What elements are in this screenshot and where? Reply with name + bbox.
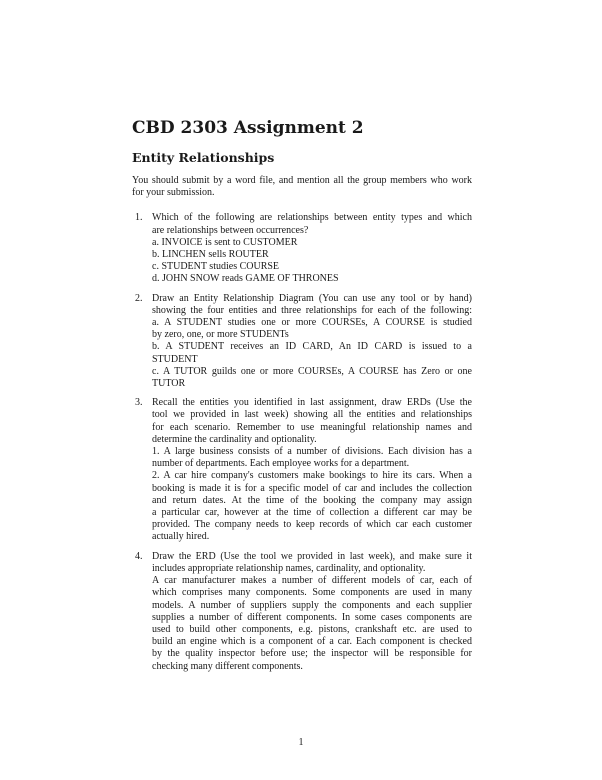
question-line: and return dates. At the time of the booking the company may assign <box>152 494 472 506</box>
question-line: by zero, one, or more STUDENTs <box>152 329 289 341</box>
question-line: checking many different components. <box>152 660 303 672</box>
question-line: STUDENT <box>152 353 198 365</box>
question-3 <box>132 397 472 543</box>
question-line: a. INVOICE is sent to CUSTOMER <box>152 236 298 248</box>
question-line: Draw the ERD (Use the tool we provided in last week), and make sure it <box>152 550 472 562</box>
question-line: a. A STUDENT studies one or more COURSEs, A COURSE is studied <box>152 317 472 329</box>
question-line: Which of the following are relationships between entity types and which <box>152 212 472 224</box>
question-line: are relationships between occurrences? <box>152 224 309 236</box>
page-number: 1 <box>298 737 304 748</box>
question-2 <box>132 293 472 391</box>
question-line: c. STUDENT studies COURSE <box>152 261 280 273</box>
question-line: A car manufacturer makes a number of different models of car, each of <box>152 575 472 587</box>
question-number: 1. <box>135 212 143 224</box>
question-line: c. A TUTOR guilds one or more COURSEs, A COURSE has Zero or one <box>152 365 472 377</box>
intro-line: for your submission. <box>132 187 215 199</box>
question-line: which comprises many components. Some components are used in many <box>152 587 472 599</box>
question-line: build an engine which is a component of a car. Each component is checked <box>152 636 472 648</box>
document-page <box>132 118 472 680</box>
question-line: 2. A car hire company's customers make bookings to hire its cars. When a <box>152 470 472 482</box>
question-1 <box>132 212 472 285</box>
question-line: 1. A large business consists of a number of divisions. Each division has a <box>152 446 472 458</box>
question-number: 4. <box>135 550 143 562</box>
question-line: models. A number of suppliers supply the components and each supplier <box>152 599 472 611</box>
question-line: provided. The company needs to keep records of which car each customer <box>152 519 472 531</box>
section-heading: Entity Relationships <box>132 150 275 165</box>
question-line: actually hired. <box>152 531 210 543</box>
question-line: determine the cardinality and optionality. <box>152 433 317 445</box>
question-line: showing the four entities and three relationships for each of the following: <box>152 304 472 316</box>
question-list <box>132 212 472 672</box>
question-line: a particular car, however at the time of collection a different car may be <box>152 507 472 519</box>
document-title: CBD 2303 Assignment 2 <box>132 118 364 138</box>
question-line: number of departments. Each employee works for a department. <box>152 458 410 470</box>
question-line: b. LINCHEN sells ROUTER <box>152 249 269 261</box>
question-line: Draw an Entity Relationship Diagram (You can use any tool or by hand) <box>152 292 472 304</box>
question-line: by the quality inspector before use; the inspector will be responsible for <box>152 648 472 660</box>
question-number: 2. <box>135 292 143 304</box>
question-line: booking is made it is for a specific model of car and includes the collection <box>152 482 472 494</box>
question-number: 3. <box>135 397 143 409</box>
question-line: TUTOR <box>152 378 186 390</box>
intro-line: You should submit by a word file, and mention all the group members who work <box>132 175 472 186</box>
question-line: b. A STUDENT receives an ID CARD, An ID CARD is issued to a <box>152 341 472 353</box>
question-4 <box>132 551 472 673</box>
question-line: supplies a number of different components. In some cases components are <box>152 611 472 623</box>
question-line: for each scenario. Remember to use meaningful relationship names and <box>152 421 472 433</box>
question-line: includes appropriate relationship names, cardinality, and optionality. <box>152 562 426 574</box>
question-line: d. JOHN SNOW reads GAME OF THRONES <box>152 273 339 285</box>
question-line: used to build other components, e.g. pistons, crankshaft etc. are used to <box>152 623 472 635</box>
intro-paragraph <box>132 175 472 199</box>
question-line: tool we provided in last week) showing all the entities and relationships <box>152 409 472 421</box>
question-line: Recall the entities you identified in last assignment, draw ERDs (Use the <box>152 397 472 409</box>
